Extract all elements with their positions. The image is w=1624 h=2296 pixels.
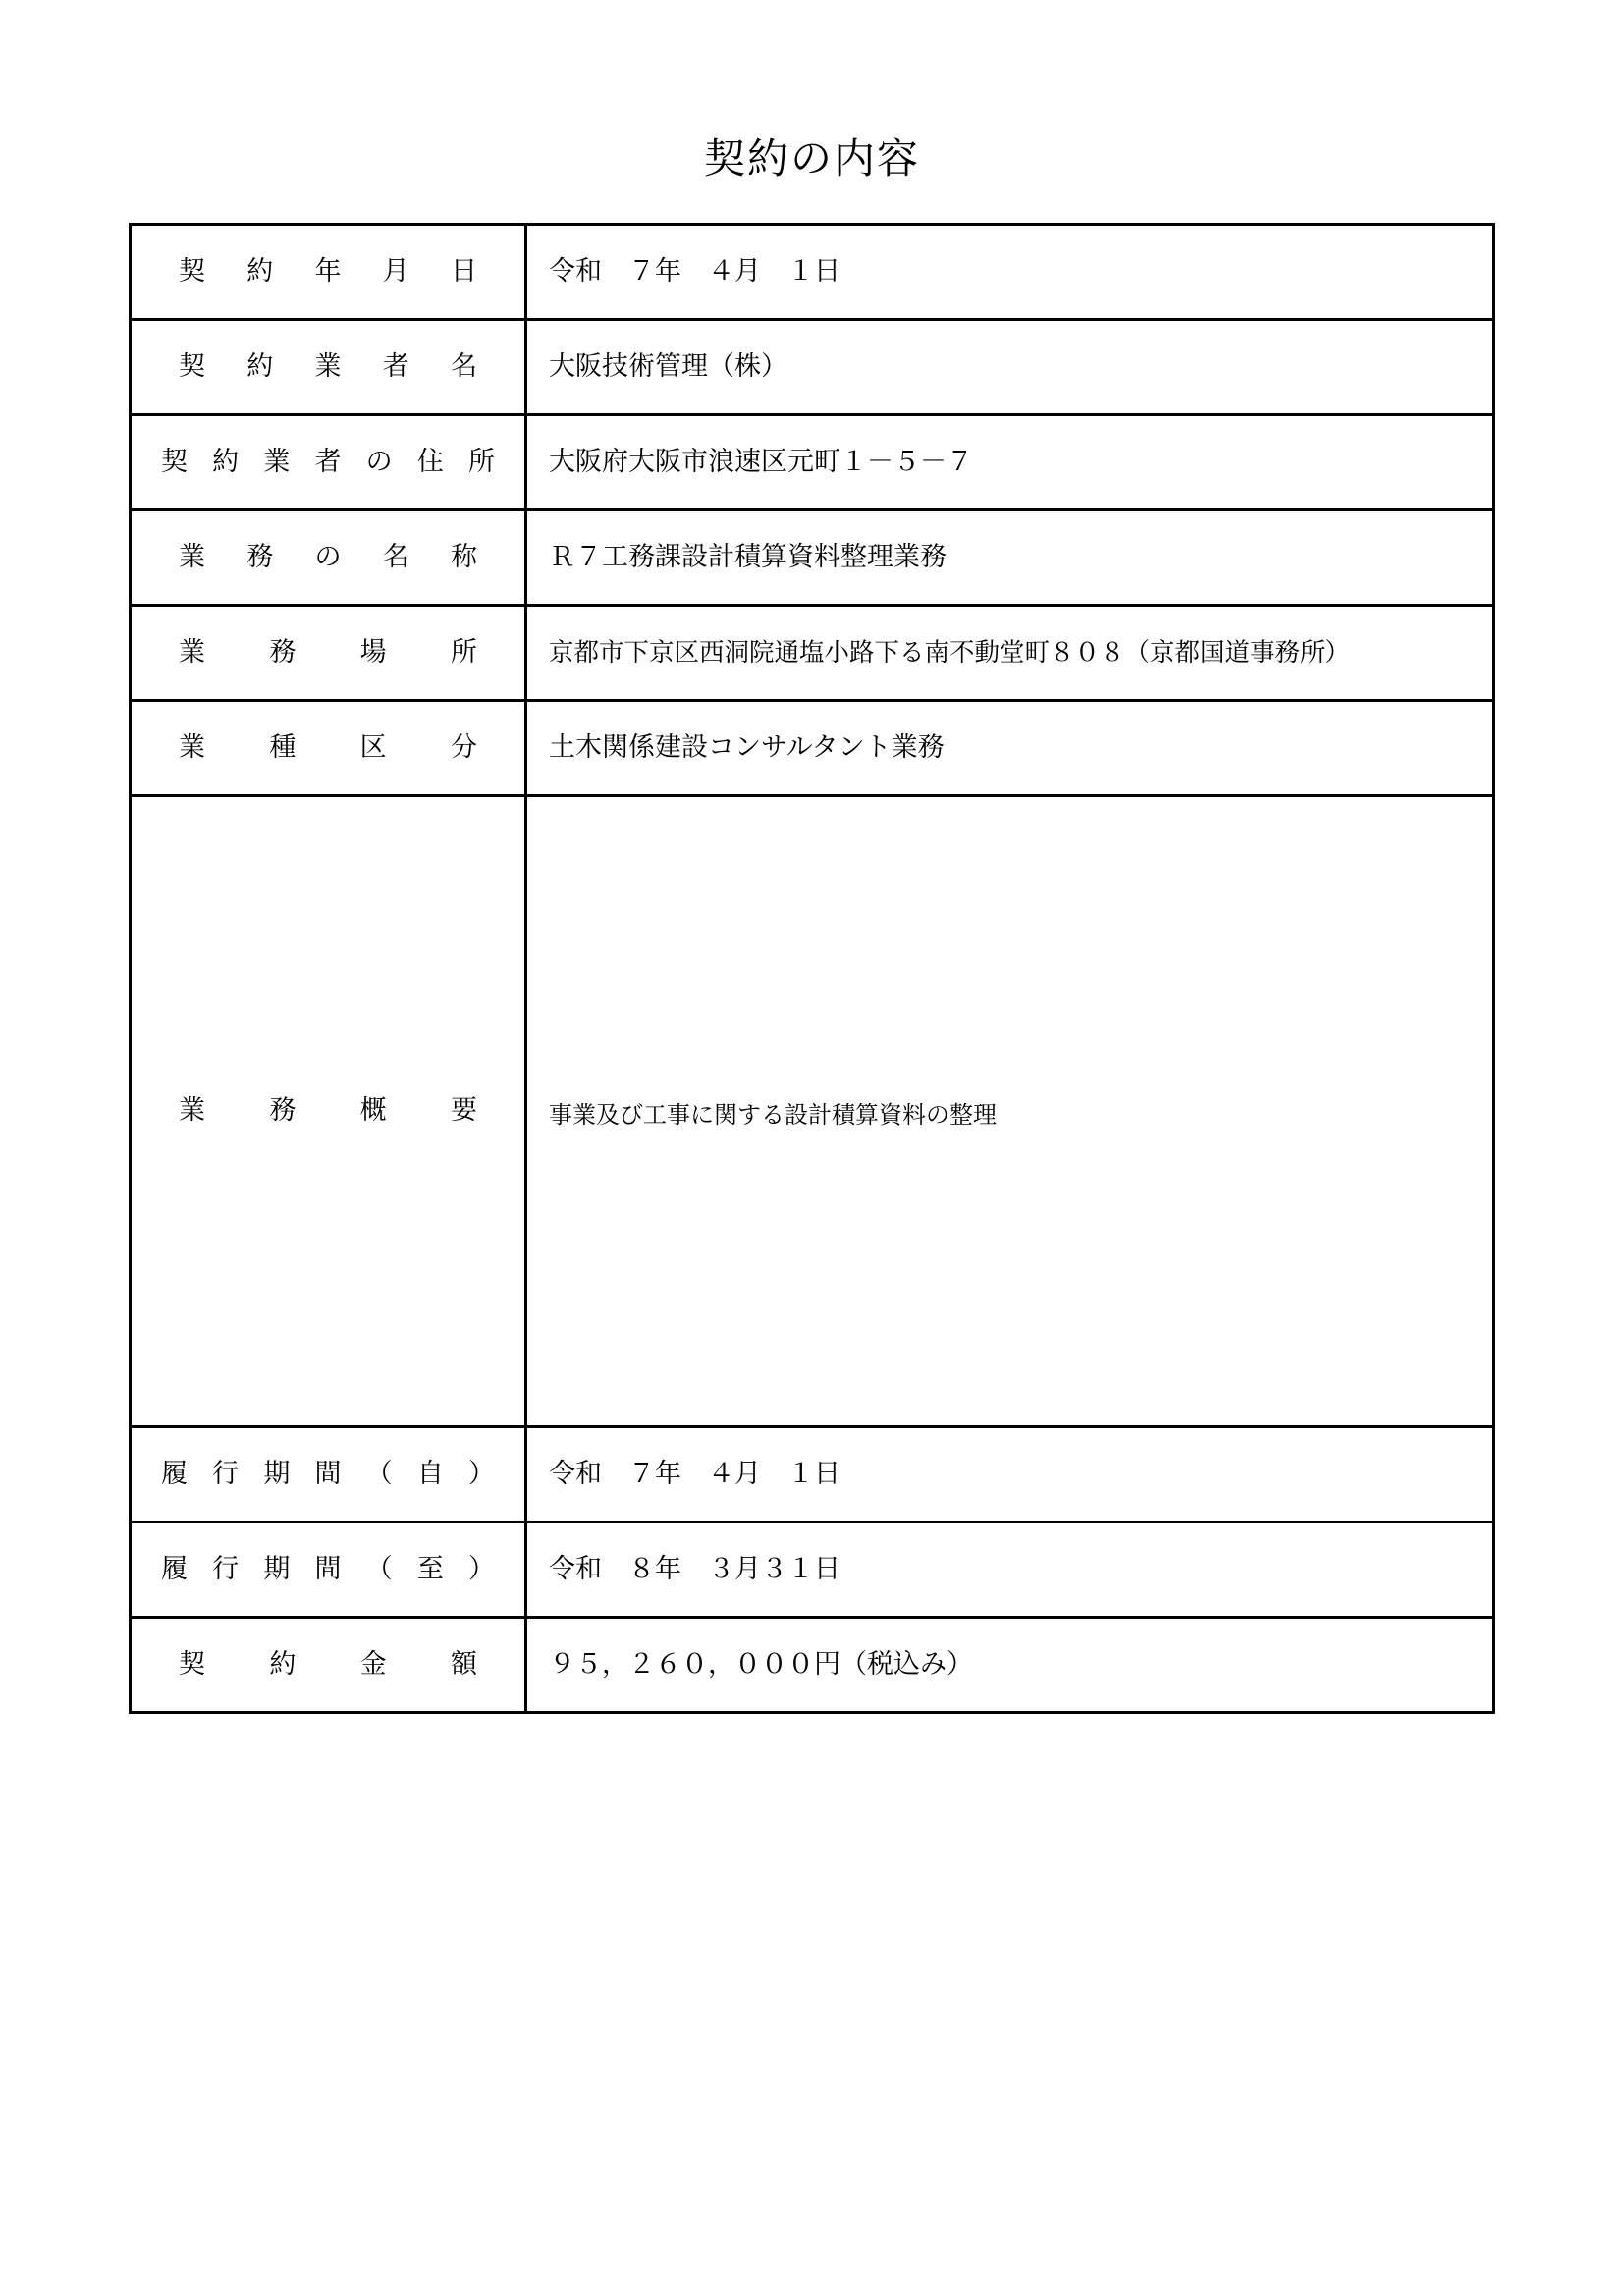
row-value: Ｒ７工務課設計積算資料整理業務: [549, 542, 947, 572]
row-label: 業種区分: [179, 732, 477, 763]
row-label-cell: [131, 796, 526, 1427]
row-label-cell: [131, 1618, 526, 1713]
row-value: 大阪技術管理（株）: [549, 351, 787, 382]
row-value: 土木関係建設コンサルタント業務: [549, 732, 945, 763]
row-value: 大阪府大阪市浪速区元町１－５－７: [549, 447, 973, 477]
row-value-cell: [526, 1618, 1494, 1713]
row-label-cell: [131, 606, 526, 701]
row-value: 令和 ８年 ３月３１日: [549, 1554, 840, 1584]
row-label-cell: [131, 701, 526, 796]
table-row: [131, 225, 1494, 320]
row-label-cell: [131, 1522, 526, 1618]
table-row-summary: [131, 796, 1494, 1427]
table-row: [131, 510, 1494, 606]
page-title: 契約の内容: [703, 137, 920, 183]
row-value: 京都市下京区西洞院通塩小路下る南不動堂町８０８（京都国道事務所）: [549, 637, 1351, 667]
row-value-cell: [526, 796, 1494, 1427]
row-value-cell: [526, 701, 1494, 796]
row-label: 契約金額: [179, 1649, 477, 1680]
table-row: [131, 320, 1494, 415]
table-row: [131, 1427, 1494, 1522]
row-label-cell: [131, 415, 526, 510]
row-value-cell: [526, 1427, 1494, 1522]
row-label: 業務の名称: [179, 542, 477, 572]
table-row: [131, 701, 1494, 796]
row-value-cell: [526, 320, 1494, 415]
table-row: [131, 606, 1494, 701]
row-label-cell: [131, 320, 526, 415]
row-value-cell: [526, 606, 1494, 701]
row-label: 業務場所: [179, 637, 477, 667]
table-row: [131, 1618, 1494, 1713]
row-label: 契約業者名: [179, 351, 477, 382]
table-row: [131, 415, 1494, 510]
row-label-cell: [131, 1427, 526, 1522]
row-value: ９５，２６０，０００円（税込み）: [549, 1649, 973, 1680]
row-label: 業務概要: [179, 1095, 477, 1126]
contract-details-table: [129, 223, 1495, 1714]
row-label: 履行期間（自）: [161, 1459, 495, 1489]
row-value-cell: [526, 225, 1494, 320]
row-label-cell: [131, 510, 526, 606]
row-value-cell: [526, 510, 1494, 606]
row-value-cell: [526, 1522, 1494, 1618]
table-row: [131, 1522, 1494, 1618]
row-label: 契約年月日: [179, 256, 477, 287]
row-value-cell: [526, 415, 1494, 510]
row-label: 履行期間（至）: [161, 1554, 495, 1584]
row-value: 令和 ７年 ４月 １日: [549, 256, 840, 287]
row-value: 令和 ７年 ４月 １日: [549, 1459, 840, 1489]
row-value: 事業及び工事に関する設計積算資料の整理: [549, 1102, 997, 1129]
row-label: 契約業者の住所: [161, 447, 495, 477]
row-label-cell: [131, 225, 526, 320]
